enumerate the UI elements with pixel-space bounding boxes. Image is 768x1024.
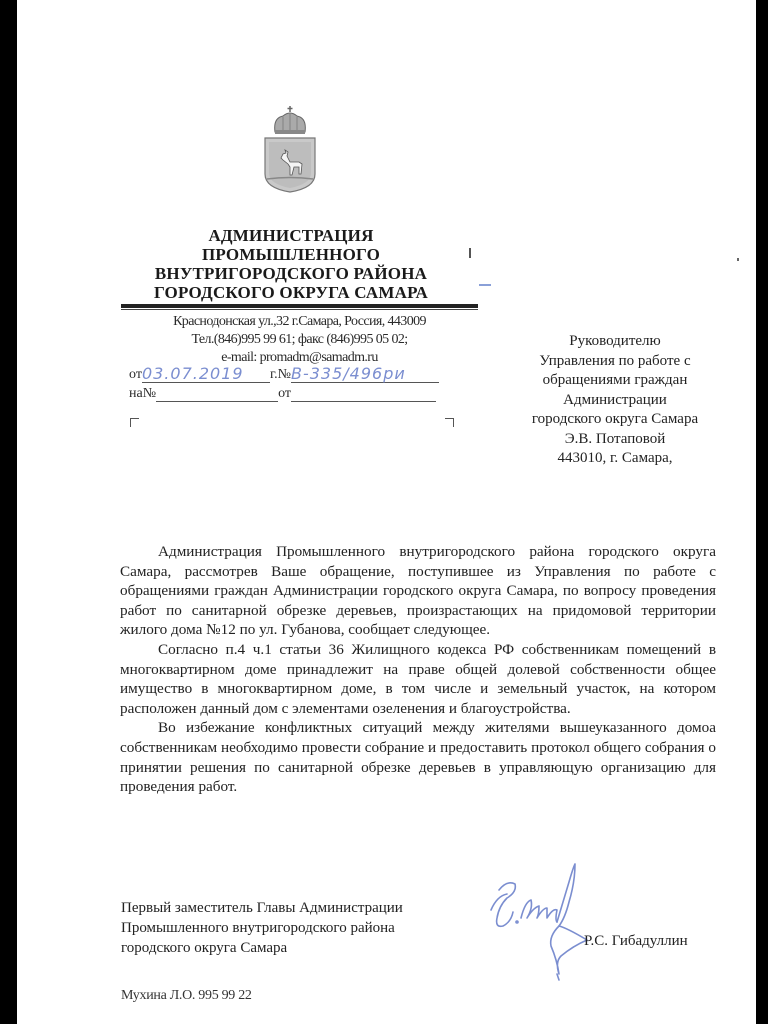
signatory-name: Р.С. Гибадуллин: [584, 933, 688, 949]
outgoing-number: В-335/496ри: [291, 366, 439, 383]
recipient-block: [505, 332, 725, 469]
document-page: [17, 0, 756, 1024]
stray-mark: [469, 248, 471, 258]
outgoing-registration-line: [129, 366, 439, 383]
address-field-corner-left: [130, 418, 139, 427]
reference-registration-line: [129, 385, 436, 402]
reference-date-label: от: [278, 386, 292, 401]
handwritten-signature-icon: [477, 862, 607, 987]
recipient-line: Руководителю: [569, 333, 661, 349]
signatory-title-line: городского округа Самара: [121, 940, 288, 956]
org-email: e-mail: promadm@samadm.ru: [221, 350, 378, 365]
reference-number-blank: [156, 385, 278, 402]
signatory-title-line: Первый заместитель Главы Администрации: [121, 900, 403, 916]
recipient-line: Администрации: [563, 391, 667, 408]
stray-ink-mark: [479, 284, 491, 286]
number-label: г.№: [269, 367, 291, 382]
executor-contact: Мухина Л.О. 995 99 22: [121, 988, 252, 1003]
outgoing-date: 03.07.2019: [142, 366, 270, 383]
org-address: Краснодонская ул.,32 г.Самара, Россия, 443009: [173, 314, 426, 329]
recipient-line: Управления по работе с: [539, 352, 691, 369]
letterhead-divider-thin: [121, 309, 478, 310]
org-title-line: ГОРОДСКОГО ОКРУГА САМАРА: [153, 283, 429, 302]
org-title-line: ВНУТРИГОРОДСКОГО РАЙОНА: [154, 264, 428, 283]
stray-mark: [737, 258, 739, 261]
letter-body: [120, 542, 716, 797]
body-paragraph: Согласно п.4 ч.1 статьи 36 Жилищного кодекса РФ собственникам помещений в многоквартирном доме принадлежит на праве общей долевой собственности общее имущество в многоквартирном доме, в том числе и земельный участок, на котором расположен данный дом с элементами озеленения и благоустройства.: [120, 640, 716, 717]
org-contacts: [117, 313, 482, 367]
samara-coat-of-arms-icon: [261, 104, 319, 194]
address-field-corner-right: [445, 418, 454, 427]
reference-date-blank: [291, 385, 436, 402]
body-paragraph: Во избежание конфликтных ситуаций между жителями вышеуказанного домоа собственникам необходимо провести собрание и предоставить протокол общего собрания о принятии решения по санитарной обрезке деревьев в управляющую организацию для проведения работ.: [120, 719, 716, 796]
recipient-line: обращениями граждан: [542, 372, 688, 388]
signatory-title: [121, 898, 471, 958]
organization-title: [134, 226, 448, 302]
body-paragraph: Администрация Промышленного внутригородского района городского округа Самара, рассмотрев Ваше обращение, поступившее из Управления по работе с обращениями граждан Администрации городского округа Самара, по вопросу проведения работ по санитарной обрезке деревьев, произрастающих на придомовой территории жилого дома №12 по ул. Губанова, сообщает следующее.: [120, 543, 716, 639]
recipient-line: 443010, г. Самара,: [557, 450, 673, 466]
recipient-line: городского округа Самара: [531, 411, 699, 427]
recipient-line: Э.В. Потаповой: [564, 430, 666, 447]
org-phone: Тел.(846)995 99 61; факс (846)995 05 02;: [191, 332, 408, 347]
letterhead-divider: [121, 304, 478, 308]
reference-number-label: на№: [129, 386, 157, 401]
from-label: от: [129, 367, 142, 382]
org-title-line: ПРОМЫШЛЕННОГО: [201, 245, 381, 264]
signatory-title-line: Промышленного внутригородского района: [121, 920, 395, 936]
org-title-line: АДМИНИСТРАЦИЯ: [208, 226, 374, 245]
